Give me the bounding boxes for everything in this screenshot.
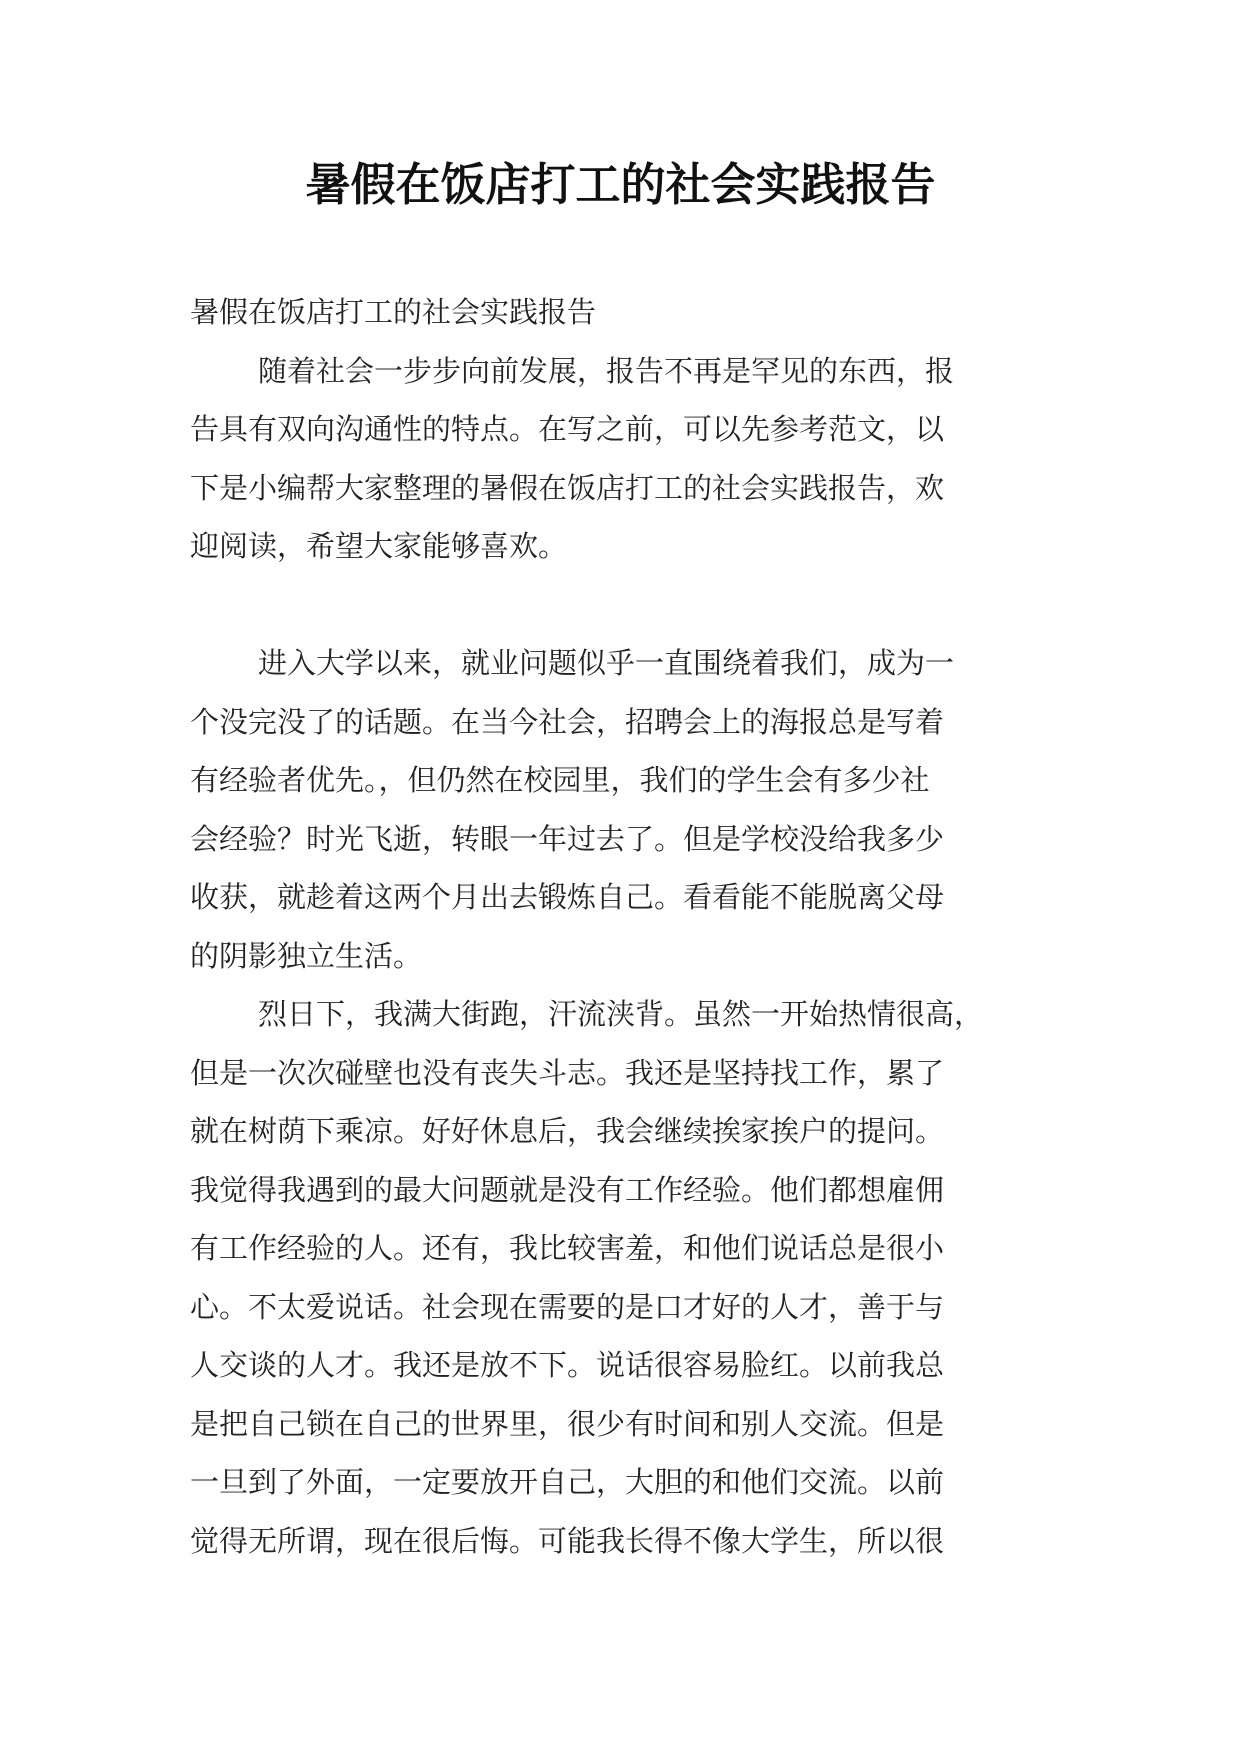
paragraph-2-line: 的阴影独立生活。: [190, 938, 423, 973]
paragraph-1-line: 下是小编帮大家整理的暑假在饭店打工的社会实践报告，欢: [190, 470, 945, 505]
paragraph-1-line: 迎阅读，希望大家能够喜欢。: [190, 529, 568, 563]
paragraph-spacer: [190, 576, 1070, 635]
document-body: [190, 283, 1070, 1570]
paragraph-3-line: 就在树荫下乘凉。好好休息后，我会继续挨家挨户的提问。: [190, 1114, 945, 1148]
paragraph-2-line: 收获，就趁着这两个月出去锻炼自己。看看能不能脱离父母: [190, 880, 945, 914]
paragraph-3-line: 但是一次次碰壁也没有丧失斗志。我还是坚持找工作，累了: [190, 1055, 945, 1090]
paragraph-3-line: 觉得无所谓，现在很后悔。可能我长得不像大学生，所以很: [190, 1523, 945, 1558]
paragraph-3-line: 我觉得我遇到的最大问题就是没有工作经验。他们都想雇佣: [190, 1172, 945, 1207]
document-subtitle: 暑假在饭店打工的社会实践报告: [190, 295, 597, 329]
paragraph-2-line: 个没完没了的话题。在当今社会，招聘会上的海报总是写着: [190, 704, 945, 739]
paragraph-1-line: 告具有双向沟通性的特点。在写之前，可以先参考范文，以: [190, 412, 945, 446]
paragraph-2-line: 有经验者优先。，但仍然在校园里，我们的学生会有多少社: [190, 763, 930, 797]
paragraph-3-line: 一旦到了外面，一定要放开自己，大胆的和他们交流。以前: [190, 1465, 945, 1499]
paragraph-2-line: 会经验？时光飞逝，转眼一年过去了。但是学校没给我多少: [190, 821, 945, 856]
paragraph-3-line: 烈日下，我满大街跑，汗流浃背。虽然一开始热情很高，: [258, 997, 984, 1031]
paragraph-1-line: 随着社会一步步向前发展，报告不再是罕见的东西，报: [258, 353, 955, 388]
paragraph-3-line: 心。不太爱说话。社会现在需要的是口才好的人才，善于与: [190, 1289, 945, 1324]
paragraph-2-line: 进入大学以来，就业问题似乎一直围绕着我们，成为一: [258, 646, 955, 680]
paragraph-3-line: 是把自己锁在自己的世界里，很少有时间和别人交流。但是: [190, 1406, 945, 1441]
paragraph-3-line: 人交谈的人才。我还是放不下。说话很容易脸红。以前我总: [190, 1348, 945, 1382]
document-title: 暑假在饭店打工的社会实践报告: [305, 158, 936, 211]
paragraph-3-line: 有工作经验的人。还有，我比较害羞，和他们说话总是很小: [190, 1231, 945, 1265]
